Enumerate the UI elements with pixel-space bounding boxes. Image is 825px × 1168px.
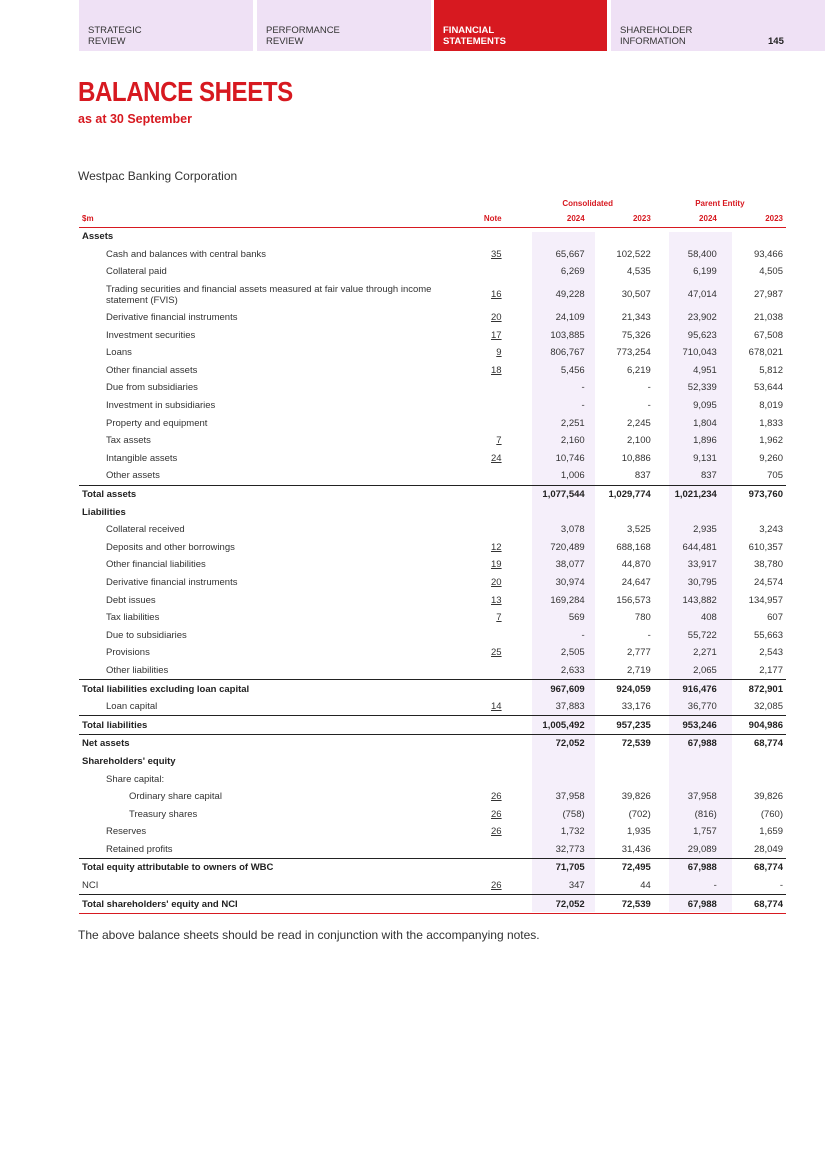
parent-2023-value: 68,774 [720,895,786,914]
parent-2023-value: 28,049 [753,843,783,855]
parent-2024-value: 4,951 [693,364,717,376]
row-label: Share capital: [106,773,165,785]
parent-2024-value: 58,400 [687,248,717,260]
table-row [79,895,786,914]
consolidated-2023-value: 39,826 [621,791,651,803]
consolidated-2024-value: 2,251 [560,417,585,429]
table-row [79,716,786,735]
table-row [79,326,786,344]
balance-sheet-table-container [79,197,786,914]
parent-2023-value [720,503,786,521]
parent-2024-value: 143,882 [682,594,717,606]
table-row [79,698,786,716]
group-header-parent-entity: Parent Entity [695,199,745,208]
consolidated-2024-value: 347 [568,880,585,892]
consolidated-2024-value: 720,489 [550,541,585,553]
consolidated-2024-value: 3,078 [560,524,585,536]
consolidated-2023-value: 2,777 [626,647,651,659]
consolidated-2023-value: 688,168 [616,541,651,553]
consolidated-2024-value: 72,052 [522,735,588,753]
row-label: Investment securities [106,329,196,341]
table-row [79,379,786,397]
balance-sheet-table [79,197,786,914]
parent-2024-value: 55,722 [687,629,717,641]
parent-2023-value: 610,357 [748,541,783,553]
note-ref[interactable]: 9 [496,347,502,359]
row-label: Other financial liabilities [106,559,206,571]
note-ref[interactable]: 26 [491,808,502,820]
note-ref[interactable]: 14 [491,701,502,713]
consolidated-2023-value: 31,436 [621,843,651,855]
note-ref [460,503,522,521]
consolidated-2023-value: 837 [634,470,651,482]
consolidated-2023-value: 75,326 [621,329,651,341]
row-label: Tax assets [106,435,151,447]
consolidated-2024-value: 37,958 [555,791,585,803]
parent-2024-value: - [713,880,717,892]
consolidated-2024-value: - [581,382,585,394]
parent-2024-value: 37,958 [687,791,717,803]
nav-tab-shareholder-information[interactable] [611,0,825,51]
consolidated-2023-value: 1,935 [626,826,651,838]
row-label: Property and equipment [106,417,208,429]
consolidated-2024-value: 32,773 [555,843,585,855]
row-label: Total liabilities [79,716,460,735]
consolidated-2024-value: 103,885 [550,329,585,341]
parent-2024-value: 408 [700,612,717,624]
consolidated-2023-value: 24,647 [621,576,651,588]
header-parent-2024: 2024 [654,210,720,228]
nav-tab-strategic-review[interactable] [79,0,253,51]
nav-tab-performance-review[interactable] [257,0,431,51]
note-ref [460,397,522,415]
nav-label-line1: FINANCIAL [443,25,495,36]
table-row [79,770,786,788]
table-row [79,788,786,806]
parent-2024-value: 953,246 [654,716,720,735]
note-ref[interactable]: 26 [491,826,502,838]
row-label: Loans [106,347,132,359]
parent-2024-value: 52,339 [687,382,717,394]
consolidated-2024-value: 169,284 [550,594,585,606]
parent-2024-value: 95,623 [687,329,717,341]
consolidated-2023-value: 6,219 [626,364,651,376]
consolidated-2023-value: 72,495 [588,859,654,877]
parent-2023-value [720,770,786,788]
consolidated-2024-value: 1,732 [560,826,585,838]
parent-2024-value: 2,065 [693,664,717,676]
parent-2023-value: 134,957 [748,594,783,606]
parent-2024-value: 47,014 [687,289,717,301]
parent-2023-value: 27,987 [753,289,783,301]
consolidated-2024-value: 72,052 [522,895,588,914]
row-label: Due to subsidiaries [106,629,187,641]
parent-2024-value: 9,095 [693,400,717,412]
parent-2023-value: 93,466 [753,248,783,260]
consolidated-2023-value: 2,719 [626,664,651,676]
row-label: Assets [82,231,114,243]
row-label: Tax liabilities [106,612,160,624]
parent-2023-value [720,753,786,771]
parent-2024-value: 67,988 [654,735,720,753]
table-row [79,735,786,753]
note-ref [460,379,522,397]
entity-name: Westpac Banking Corporation [78,169,238,183]
table-row [79,467,786,485]
table-row [79,626,786,644]
row-label: Derivative financial instruments [106,312,238,324]
table-row [79,263,786,281]
row-label: Collateral received [106,524,185,536]
table-row [79,877,786,895]
table-row [79,485,786,503]
consolidated-2023-value [588,228,654,246]
consolidated-2023-value: 924,059 [588,680,654,698]
note-ref [460,735,522,753]
row-label: Debt issues [106,594,156,606]
parent-2023-value: 1,659 [759,826,783,838]
table-row [79,644,786,662]
note-ref[interactable]: 7 [496,435,502,447]
nav-label-line1: STRATEGIC [88,25,142,36]
nav-tab-financial-statements[interactable] [434,0,607,51]
consolidated-2023-value: 72,539 [588,895,654,914]
consolidated-2024-value: 71,705 [522,859,588,877]
note-ref[interactable]: 7 [496,612,502,624]
consolidated-2024-value: 806,767 [550,347,585,359]
parent-2023-value: 53,644 [753,382,783,394]
note-ref[interactable]: 20 [491,312,502,324]
row-label: Other financial assets [106,364,198,376]
parent-2024-value: 67,988 [654,859,720,877]
parent-2024-value [654,753,720,771]
nav-label-line1: SHAREHOLDER [620,25,693,36]
row-label: Trading securities and financial assets measured at fair value through income statement (FVIS) [106,283,432,306]
consolidated-2024-value [522,770,588,788]
parent-2024-value [654,228,720,246]
consolidated-2024-value: 5,456 [560,364,585,376]
row-label: Net assets [79,735,460,753]
table-row [79,246,786,264]
note-ref[interactable]: 12 [491,541,502,553]
parent-2023-value: 68,774 [720,859,786,877]
parent-2024-value: 837 [700,470,717,482]
consolidated-2023-value: 156,573 [616,594,651,606]
row-label: Other liabilities [106,664,169,676]
row-label: NCI [82,880,99,892]
consolidated-2023-value: 2,100 [626,435,651,447]
note-ref [460,521,522,539]
table-row [79,228,786,246]
page-title: BALANCE SHEETS [78,76,293,107]
note-ref[interactable]: 13 [491,594,502,606]
table-row [79,309,786,327]
row-label: Loan capital [106,701,158,713]
note-ref [460,263,522,281]
table-row [79,362,786,380]
consolidated-2024-value: 1,077,544 [522,485,588,503]
note-ref [460,770,522,788]
consolidated-2023-value: (702) [628,808,651,820]
note-ref[interactable]: 25 [491,647,502,659]
parent-2023-value: 55,663 [753,629,783,641]
note-ref [460,680,522,698]
consolidated-2024-value: 30,974 [555,576,585,588]
parent-2023-value: 973,760 [720,485,786,503]
consolidated-2023-value: 44 [640,880,651,892]
row-label: Total equity attributable to owners of WBC [79,859,460,877]
consolidated-2023-value [588,770,654,788]
consolidated-2023-value: 33,176 [621,701,651,713]
nav-label-line1: PERFORMANCE [266,25,340,36]
table-row [79,805,786,823]
table-row [79,397,786,415]
parent-2023-value: 904,986 [720,716,786,735]
parent-2024-value: 2,271 [693,647,717,659]
table-row [79,859,786,877]
table-row [79,281,786,309]
note-ref[interactable]: 20 [491,576,502,588]
consolidated-2024-value: - [581,400,585,412]
consolidated-2023-value [588,503,654,521]
parent-2023-value: 678,021 [748,347,783,359]
row-label: Other assets [106,470,160,482]
consolidated-2023-value: 780 [634,612,651,624]
row-label: Total shareholders' equity and NCI [79,895,460,914]
consolidated-2024-value: 65,667 [555,248,585,260]
parent-2023-value: 39,826 [753,791,783,803]
header-label: $m [79,210,460,228]
consolidated-2024-value: 24,109 [555,312,585,324]
table-row [79,432,786,450]
parent-2024-value: 6,199 [693,266,717,278]
parent-2024-value [654,503,720,521]
page-subtitle: as at 30 September [78,112,192,126]
note-ref [460,753,522,771]
table-row [79,753,786,771]
parent-2023-value: 68,774 [720,735,786,753]
page-number: 145 [768,36,784,47]
consolidated-2024-value: (758) [562,808,585,820]
consolidated-2024-value: 37,883 [555,701,585,713]
note-ref [460,895,522,914]
parent-2024-value: 36,770 [687,701,717,713]
note-ref [460,859,522,877]
table-row [79,574,786,592]
parent-2023-value [720,228,786,246]
parent-2024-value: 1,896 [693,435,717,447]
consolidated-2023-value: - [647,629,651,641]
consolidated-2023-value: 4,535 [626,266,651,278]
nav-label-line2: REVIEW [266,36,304,47]
note-ref[interactable]: 17 [491,329,502,341]
note-ref[interactable]: 26 [491,791,502,803]
parent-2024-value: 29,089 [687,843,717,855]
parent-2024-value: 710,043 [682,347,717,359]
consolidated-2023-value: 773,254 [616,347,651,359]
header-consolidated-2024: 2024 [522,210,588,228]
note-ref[interactable]: 26 [491,880,502,892]
row-label: Retained profits [106,843,173,855]
parent-2024-value: 23,902 [687,312,717,324]
parent-2023-value: 5,812 [759,364,783,376]
parent-2023-value: 67,508 [753,329,783,341]
consolidated-2024-value: 10,746 [555,452,585,464]
parent-2024-value: 33,917 [687,559,717,571]
row-label: Reserves [106,826,147,838]
parent-2024-value: 1,804 [693,417,717,429]
row-label: Liabilities [82,506,126,518]
row-label: Total liabilities excluding loan capital [79,680,460,698]
consolidated-2024-value: 6,269 [560,266,585,278]
parent-2023-value: 2,543 [759,647,783,659]
consolidated-2023-value: 3,525 [626,524,651,536]
consolidated-2024-value: 1,006 [560,470,585,482]
consolidated-2024-value: 2,160 [560,435,585,447]
consolidated-2023-value: 21,343 [621,312,651,324]
table-row [79,521,786,539]
consolidated-2023-value: - [647,400,651,412]
note-ref [460,841,522,859]
table-row [79,539,786,557]
row-label: Investment in subsidiaries [106,400,216,412]
nav-label-line2: REVIEW [88,36,126,47]
consolidated-2023-value: 10,886 [621,452,651,464]
parent-2024-value: 644,481 [682,541,717,553]
table-row [79,662,786,680]
parent-2023-value: 21,038 [753,312,783,324]
footnote: The above balance sheets should be read in conjunction with the accompanying notes. [78,928,540,942]
consolidated-2024-value: 569 [568,612,585,624]
note-ref [460,485,522,503]
table-row [79,414,786,432]
nav-label-line2: INFORMATION [620,36,686,47]
row-label: Shareholders' equity [82,755,176,767]
consolidated-2024-value: 2,633 [560,664,585,676]
note-ref[interactable]: 16 [491,289,502,301]
row-label: Deposits and other borrowings [106,541,235,553]
consolidated-2023-value: 44,870 [621,559,651,571]
header-parent-2023: 2023 [720,210,786,228]
table-row [79,450,786,468]
table-row [79,556,786,574]
parent-2023-value: - [779,880,783,892]
note-ref[interactable]: 19 [491,559,502,571]
table-row [79,841,786,859]
parent-2023-value: 32,085 [753,701,783,713]
parent-2023-value: 3,243 [759,524,783,536]
consolidated-2024-value: 967,609 [522,680,588,698]
table-row [79,609,786,627]
parent-2023-value: (760) [760,808,783,820]
note-ref [460,467,522,485]
table-row [79,503,786,521]
parent-2024-value: (816) [694,808,717,820]
row-label: Cash and balances with central banks [106,248,267,260]
note-ref [460,716,522,735]
parent-2024-value: 916,476 [654,680,720,698]
parent-2023-value: 9,260 [759,452,783,464]
note-ref [460,662,522,680]
consolidated-2023-value: 102,522 [616,248,651,260]
parent-2024-value: 30,795 [687,576,717,588]
consolidated-2023-value: 72,539 [588,735,654,753]
parent-2023-value: 1,962 [759,435,783,447]
consolidated-2024-value: 1,005,492 [522,716,588,735]
parent-2023-value: 1,833 [759,417,783,429]
consolidated-2023-value: - [647,382,651,394]
row-label: Ordinary share capital [129,791,222,803]
consolidated-2023-value: 30,507 [621,289,651,301]
table-row [79,680,786,698]
parent-2024-value: 67,988 [654,895,720,914]
nav-label-line2: STATEMENTS [443,36,506,47]
column-group-row [79,197,786,210]
row-label: Due from subsidiaries [106,382,198,394]
table-row [79,823,786,841]
note-ref[interactable]: 24 [491,452,502,464]
consolidated-2024-value [522,753,588,771]
parent-2023-value: 4,505 [759,266,783,278]
row-label: Collateral paid [106,266,167,278]
parent-2024-value: 9,131 [693,452,717,464]
consolidated-2024-value [522,228,588,246]
table-row [79,591,786,609]
parent-2023-value: 8,019 [759,400,783,412]
note-ref [460,228,522,246]
note-ref[interactable]: 18 [491,364,502,376]
consolidated-2023-value [588,753,654,771]
parent-2023-value: 2,177 [759,664,783,676]
consolidated-2024-value: 38,077 [555,559,585,571]
row-label: Intangible assets [106,452,178,464]
parent-2024-value [654,770,720,788]
consolidated-2024-value: - [581,629,585,641]
note-ref [460,626,522,644]
consolidated-2024-value: 49,228 [555,289,585,301]
note-ref[interactable]: 35 [491,248,502,260]
parent-2023-value: 38,780 [753,559,783,571]
parent-2023-value: 24,574 [753,576,783,588]
consolidated-2023-value: 2,245 [626,417,651,429]
parent-2024-value: 2,935 [693,524,717,536]
group-header-consolidated: Consolidated [562,199,614,208]
parent-2023-value: 872,901 [720,680,786,698]
header-note: Note [460,210,522,228]
consolidated-2024-value: 2,505 [560,647,585,659]
row-label: Total assets [79,485,460,503]
consolidated-2024-value [522,503,588,521]
parent-2023-value: 705 [767,470,783,482]
parent-2024-value: 1,021,234 [654,485,720,503]
table-row [79,344,786,362]
note-ref [460,414,522,432]
row-label: Provisions [106,647,150,659]
consolidated-2023-value: 1,029,774 [588,485,654,503]
column-header-row [79,210,786,228]
header-consolidated-2023: 2023 [588,210,654,228]
parent-2024-value: 1,757 [693,826,717,838]
row-label: Treasury shares [129,808,198,820]
parent-2023-value: 607 [767,612,783,624]
row-label: Derivative financial instruments [106,576,238,588]
consolidated-2023-value: 957,235 [588,716,654,735]
